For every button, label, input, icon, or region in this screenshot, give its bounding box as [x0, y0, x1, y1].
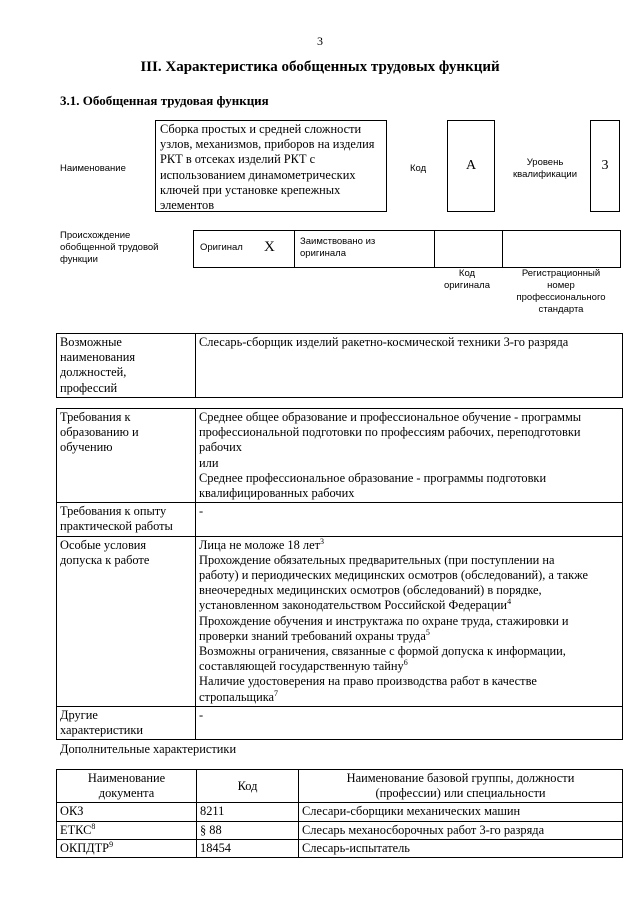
- positions-label-line: должностей,: [60, 365, 127, 380]
- condition-line: Наличие удостоверения на право производства работ в качестве: [199, 674, 537, 689]
- function-code-box: [447, 120, 495, 212]
- extra-doc: ОКЗ: [60, 804, 84, 819]
- education-label: [57, 409, 196, 503]
- function-name-line: ключей при установке крепежных: [160, 182, 341, 197]
- education-row: [57, 409, 623, 503]
- extra-name: Слесари-сборщики механических машин: [299, 803, 623, 821]
- experience-row: [57, 503, 623, 536]
- reg-number-caption-line: Регистрационный: [521, 268, 601, 279]
- reg-number-caption-line: номер: [547, 280, 575, 291]
- extra-code: 8211: [197, 803, 299, 821]
- positions-label-line: Возможные: [60, 335, 122, 349]
- experience-value: -: [196, 503, 623, 536]
- borrowed-label-line: оригинала: [300, 248, 347, 259]
- positions-label-line: наименования: [60, 350, 136, 365]
- footnote-ref: 4: [507, 597, 512, 607]
- function-name-line: РКТ в отсеках изделий РКТ с: [160, 152, 316, 167]
- level-label: [505, 157, 585, 181]
- extra-header-row: [57, 770, 623, 803]
- reg-number-caption-line: профессионального: [516, 292, 606, 303]
- code-original-caption-line: Код: [458, 268, 476, 279]
- condition-item: [199, 614, 619, 644]
- function-name-line: узлов, механизмов, приборов на изделия: [160, 137, 375, 152]
- condition-line: стропальщика: [199, 689, 275, 704]
- section-title: III. Характеристика обобщенных трудовых функций: [140, 59, 500, 75]
- level-label-line: Уровень: [526, 157, 564, 168]
- function-name-line: элементов: [160, 198, 215, 213]
- footnote-ref: 8: [91, 821, 96, 831]
- condition-line: установленном законодательством Российской Федерации: [199, 598, 508, 613]
- other-label: [57, 706, 196, 739]
- extra-table: [56, 769, 623, 858]
- experience-label: [57, 503, 196, 536]
- conditions-label-line: допуска к работе: [60, 552, 150, 567]
- condition-line: внеочередных медицинских осмотров (обследований) в порядке,: [199, 583, 542, 598]
- borrowed-label-line: Заимствовано из: [300, 236, 376, 247]
- education-value-line: Среднее общее образование и профессиональное обучение - программы: [199, 410, 582, 424]
- header-code: Код: [197, 770, 299, 803]
- origin-label-line: обобщенной трудовой: [60, 242, 159, 253]
- experience-label-line: практической работы: [60, 519, 173, 534]
- original-mark: X: [264, 239, 275, 255]
- footnote-ref: 3: [320, 536, 325, 546]
- name-label: Наименование: [60, 163, 126, 174]
- footnote-ref: 7: [274, 688, 279, 698]
- extra-code: 18454: [197, 839, 299, 857]
- origin-label-line: функции: [60, 254, 98, 265]
- education-value: [196, 409, 623, 503]
- condition-item: [199, 674, 619, 704]
- reg-number-caption: [505, 268, 617, 316]
- extra-doc: ОКПДТР: [60, 840, 110, 855]
- header-doc-line: документа: [98, 786, 155, 801]
- header-name-line: Наименование базовой группы, должности: [346, 771, 575, 785]
- requirements-table: [56, 408, 623, 740]
- subsection-title: 3.1. Обобщенная трудовая функция: [60, 93, 269, 108]
- education-label-line: образованию и: [60, 425, 139, 440]
- origin-table: [193, 230, 621, 268]
- extra-doc: ЕТКС: [60, 822, 92, 837]
- condition-line: Возможны ограничения, связанные с формой допуска к информации,: [199, 644, 566, 659]
- function-code-value: А: [465, 158, 477, 173]
- positions-row: [57, 334, 623, 398]
- code-label: Код: [410, 163, 427, 174]
- positions-label-line: профессий: [60, 380, 118, 395]
- condition-line: Прохождение обучения и инструктажа по охране труда, стажировки и: [199, 613, 569, 628]
- extra-row: [57, 821, 623, 839]
- header-doc: [57, 770, 197, 803]
- function-name-box: [155, 120, 387, 212]
- borrowed-label: [300, 236, 375, 260]
- origin-label: [60, 230, 158, 266]
- other-row: [57, 706, 623, 739]
- function-name-line: Сборка простых и средней сложности: [160, 122, 362, 136]
- education-value-line: рабочих: [199, 440, 242, 455]
- experience-label-line: Требования к опыту: [60, 504, 167, 519]
- level-value: 3: [601, 158, 609, 173]
- education-value-line: квалифицированных рабочих: [199, 486, 355, 501]
- conditions-value: [196, 536, 623, 706]
- condition-item: [199, 553, 619, 614]
- condition-line: проверки знаний требований охраны труда: [199, 628, 426, 643]
- other-value: -: [196, 706, 623, 739]
- conditions-label-line: Особые условия: [60, 537, 147, 552]
- code-original-caption-line: оригинала: [443, 280, 490, 291]
- other-label-line: характеристики: [60, 723, 144, 738]
- education-value-line: профессиональной подготовки по профессиям рабочих, переподготовки: [199, 425, 581, 440]
- page-number: 3: [317, 34, 323, 48]
- positions-value: Слесарь-сборщик изделий ракетно-космической техники 3-го разряда: [196, 334, 623, 398]
- education-value-line: или: [199, 455, 219, 470]
- extra-name: Слесарь механосборочных работ 3-го разряда: [299, 821, 623, 839]
- origin-label-line: Происхождение: [60, 230, 131, 241]
- extra-row: [57, 839, 623, 857]
- header-name-line: (профессии) или специальности: [375, 786, 546, 801]
- extra-code: § 88: [197, 821, 299, 839]
- education-value-line: Среднее профессиональное образование - программы подготовки: [199, 470, 547, 485]
- extra-row: [57, 803, 623, 821]
- header-name: [299, 770, 623, 803]
- education-label-line: обучению: [60, 440, 113, 455]
- footnote-ref: 9: [109, 839, 114, 849]
- education-label-line: Требования к: [60, 410, 131, 424]
- condition-line: работу) и периодических медицинских осмотров (обследований), а также: [199, 568, 588, 583]
- conditions-label: [57, 536, 196, 706]
- extra-title: Дополнительные характеристики: [60, 742, 237, 756]
- positions-table: [56, 333, 623, 398]
- condition-item: [199, 644, 619, 674]
- reg-number-caption-line: стандарта: [538, 304, 584, 315]
- header-doc-line: Наименование: [87, 771, 166, 785]
- footnote-ref: 6: [403, 658, 408, 668]
- extra-name: Слесарь-испытатель: [299, 839, 623, 857]
- condition-item: [199, 538, 619, 553]
- conditions-row: [57, 536, 623, 706]
- condition-line: Прохождение обязательных предварительных (при поступлении на: [199, 552, 555, 567]
- other-label-line: Другие: [60, 707, 98, 722]
- level-value-box: [590, 120, 620, 212]
- code-original-caption: [433, 268, 501, 292]
- function-name-line: использованием динамометрических: [160, 167, 356, 182]
- footnote-ref: 5: [425, 627, 430, 637]
- condition-line: составляющей государственную тайну: [199, 659, 404, 674]
- positions-label: [57, 334, 196, 398]
- original-label: Оригинал: [200, 242, 243, 253]
- condition-line: Лица не моложе 18 лет: [199, 537, 321, 552]
- level-label-line: квалификации: [512, 169, 578, 180]
